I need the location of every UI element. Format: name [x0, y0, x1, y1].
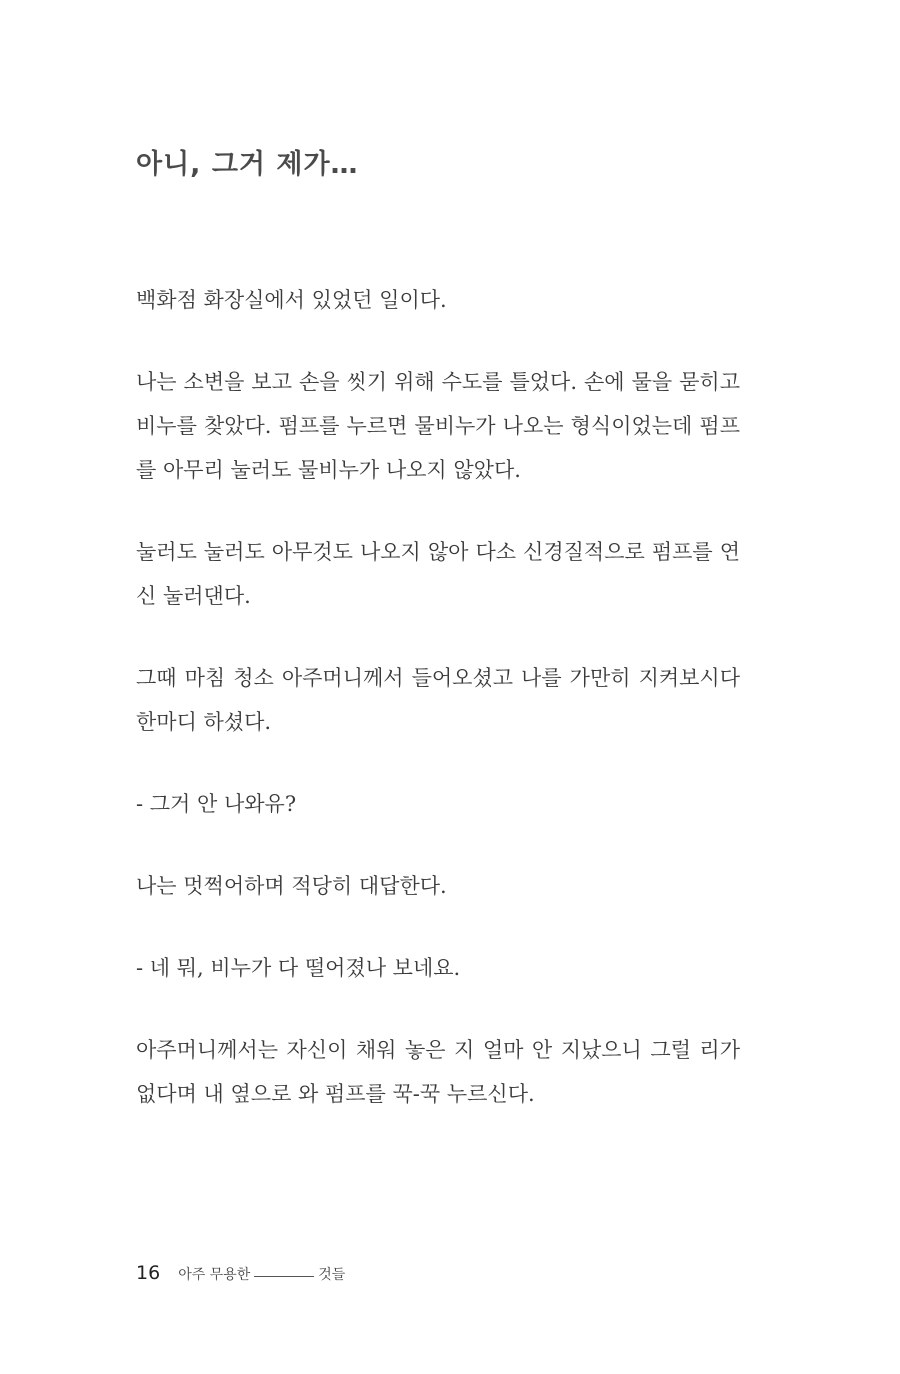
page-footer: [136, 1262, 345, 1284]
chapter-title: 아니, 그거 제가…: [136, 149, 359, 180]
body-text: [136, 278, 740, 1154]
dialogue-line: - 그거 안 나와유?: [136, 792, 297, 816]
running-title-end: 것들: [318, 1267, 346, 1283]
paragraph: 아주머니께서는 자신이 채워 놓은 지 얼마 안 지났으니 그럴 리가 없다며 내 옆으로 와 펌프를 꾹-꾹 누르신다.: [136, 1038, 740, 1106]
running-title-blank-line: [254, 1276, 314, 1277]
paragraph: 나는 멋쩍어하며 적당히 대답한다.: [136, 874, 447, 898]
paragraph: 눌러도 눌러도 아무것도 나오지 않아 다소 신경질적으로 펌프를 연신 눌러댄다.: [136, 540, 740, 608]
dialogue-line: - 네 뭐, 비누가 다 떨어졌나 보네요.: [136, 956, 461, 980]
page-number: 16: [136, 1262, 161, 1284]
paragraph: 그때 마침 청소 아주머니께서 들어오셨고 나를 가만히 지켜보시다 한마디 하셨다.: [136, 666, 740, 734]
running-title-start: 아주 무용한: [178, 1267, 251, 1283]
paragraph: 나는 소변을 보고 손을 씻기 위해 수도를 틀었다. 손에 물을 묻히고 비누를 찾았다. 펌프를 누르면 물비누가 나오는 형식이었는데 펌프를 아무리 눌러도 물비누가 나오지 않았다.: [136, 370, 740, 482]
paragraph: 백화점 화장실에서 있었던 일이다.: [136, 288, 447, 312]
